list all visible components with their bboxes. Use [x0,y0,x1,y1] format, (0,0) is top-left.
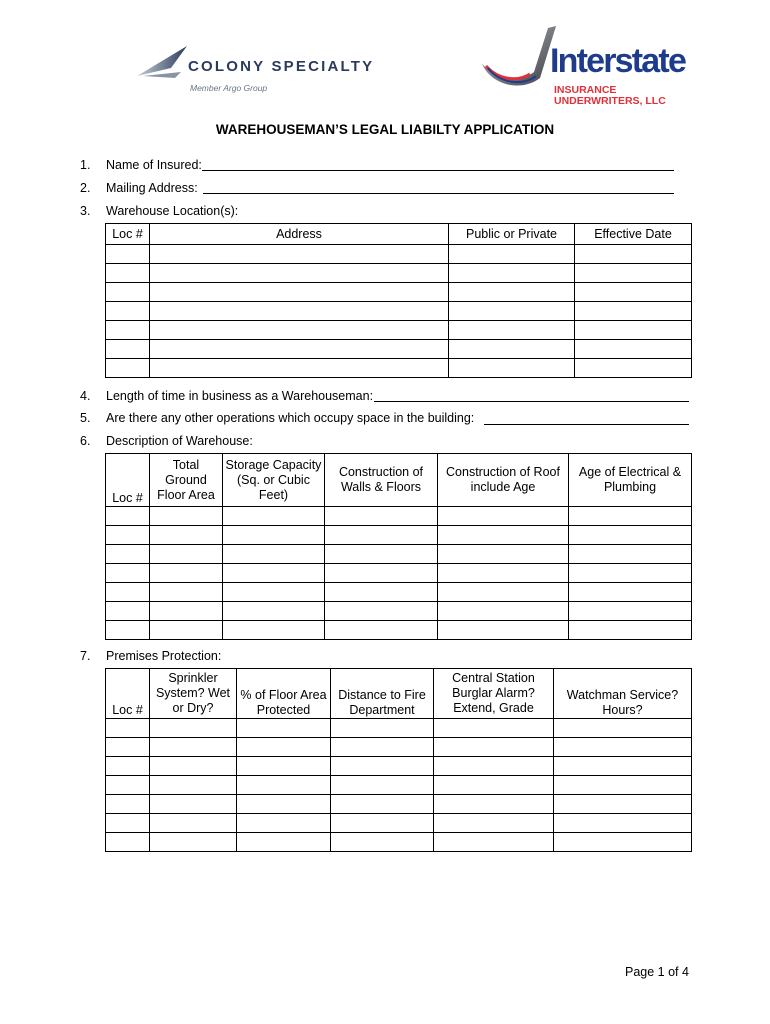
question-number: 1. [80,158,91,172]
table-cell[interactable] [150,302,449,321]
table-cell[interactable] [106,814,150,833]
table-cell[interactable] [569,602,692,621]
col-header-address: Address [150,224,449,245]
swoosh-icon [482,26,556,86]
table-cell[interactable] [106,340,150,359]
table-cell[interactable] [106,545,150,564]
table-cell[interactable] [223,621,325,640]
table-cell[interactable] [150,545,223,564]
col-header-walls-floors: Construction of Walls & Floors [325,454,438,507]
table-row [106,602,692,621]
table-cell[interactable] [438,602,569,621]
table-cell[interactable] [150,621,223,640]
table-cell[interactable] [150,776,237,795]
table-row [106,359,692,378]
table-cell[interactable] [569,507,692,526]
table-cell[interactable] [438,507,569,526]
table-cell[interactable] [569,526,692,545]
table-cell[interactable] [554,795,692,814]
question-label: Mailing Address: [106,181,198,195]
col-header-ground-floor-area: Total Ground Floor Area [150,454,223,507]
table-row [106,507,692,526]
table-row [106,264,692,283]
question-label: Length of time in business as a Warehouseman: [106,389,374,403]
table-cell[interactable] [449,283,575,302]
question-label: Warehouse Location(s): [106,204,239,218]
table-cell[interactable] [434,738,554,757]
table-row [106,245,692,264]
table-cell[interactable] [106,302,150,321]
table-cell[interactable] [150,795,237,814]
table-cell[interactable] [106,507,150,526]
col-header-loc: Loc # [106,454,150,507]
table-cell[interactable] [106,757,150,776]
table-cell[interactable] [554,719,692,738]
table-cell[interactable] [106,264,150,283]
mailing-address-field[interactable] [203,193,674,194]
table-cell[interactable] [223,602,325,621]
table-cell[interactable] [331,795,434,814]
table-cell[interactable] [331,719,434,738]
table-cell[interactable] [331,814,434,833]
col-header-roof: Construction of Roof include Age [438,454,569,507]
table-row [106,814,692,833]
table-cell[interactable] [150,738,237,757]
table-cell[interactable] [325,526,438,545]
col-header-burglar-alarm: Central Station Burglar Alarm? Extend, Grade [434,669,554,719]
table-cell[interactable] [575,302,692,321]
table-cell[interactable] [106,564,150,583]
table-cell[interactable] [150,814,237,833]
locations-table [105,223,692,378]
table-cell[interactable] [325,621,438,640]
table-cell[interactable] [434,833,554,852]
table-row [106,583,692,602]
colony-specialty-name: COLONY SPECIALTY [188,58,375,75]
col-header-sprinkler: Sprinkler System? Wet or Dry? [150,669,237,719]
table-cell[interactable] [150,583,223,602]
table-cell[interactable] [106,621,150,640]
table-row [106,757,692,776]
table-cell[interactable] [106,738,150,757]
table-cell[interactable] [331,738,434,757]
table-cell[interactable] [331,776,434,795]
table-cell[interactable] [223,583,325,602]
interstate-subtitle-line1: INSURANCE [554,84,617,96]
table-cell[interactable] [237,833,331,852]
table-cell[interactable] [106,602,150,621]
table-row [106,795,692,814]
colony-specialty-subtitle: Member Argo Group [190,83,268,93]
table-cell[interactable] [150,602,223,621]
table-row [106,340,692,359]
name-of-insured-field[interactable] [202,170,674,171]
table-cell[interactable] [237,738,331,757]
table-row [106,564,692,583]
table-cell[interactable] [150,526,223,545]
table-cell[interactable] [575,359,692,378]
table-cell[interactable] [325,545,438,564]
question-label: Premises Protection: [106,649,222,663]
form-title: WAREHOUSEMAN’S LEGAL LIABILTY APPLICATION [215,122,555,137]
col-header-watchman-service: Watchman Service? Hours? [554,669,692,719]
table-cell[interactable] [237,795,331,814]
table-cell[interactable] [438,583,569,602]
table-cell[interactable] [223,507,325,526]
table-cell[interactable] [106,321,150,340]
table-cell[interactable] [575,340,692,359]
table-cell[interactable] [434,776,554,795]
table-cell[interactable] [150,833,237,852]
table-cell[interactable] [150,283,449,302]
question-number: 7. [80,649,91,663]
table-cell[interactable] [237,814,331,833]
table-cell[interactable] [223,545,325,564]
table-cell[interactable] [106,795,150,814]
col-header-electrical-plumbing: Age of Electrical & Plumbing [569,454,692,507]
time-in-business-field[interactable] [374,401,689,402]
table-cell[interactable] [223,526,325,545]
table-cell[interactable] [575,264,692,283]
protection-table [105,668,692,852]
question-number: 6. [80,434,91,448]
table-cell[interactable] [223,564,325,583]
table-cell[interactable] [150,321,449,340]
interstate-subtitle-line2: UNDERWRITERS, LLC [554,95,666,107]
question-number: 4. [80,389,91,403]
table-row [106,321,692,340]
table-cell[interactable] [575,283,692,302]
table-cell[interactable] [449,321,575,340]
table-cell[interactable] [106,245,150,264]
table-cell[interactable] [554,738,692,757]
table-cell[interactable] [325,583,438,602]
table-row [106,738,692,757]
table-cell[interactable] [237,757,331,776]
col-header-loc: Loc # [106,224,150,245]
table-cell[interactable] [554,814,692,833]
table-cell[interactable] [106,776,150,795]
description-table [105,453,692,640]
table-cell[interactable] [438,621,569,640]
table-cell[interactable] [237,776,331,795]
table-cell[interactable] [449,264,575,283]
table-header-row [106,454,692,507]
table-cell[interactable] [449,359,575,378]
table-cell[interactable] [150,264,449,283]
table-row [106,719,692,738]
table-cell[interactable] [150,507,223,526]
table-header-row [106,224,692,245]
table-cell[interactable] [569,583,692,602]
table-cell[interactable] [438,526,569,545]
table-row [106,621,692,640]
table-cell[interactable] [434,814,554,833]
question-number: 2. [80,181,91,195]
table-cell[interactable] [106,719,150,738]
table-header-row [106,669,692,719]
table-cell[interactable] [575,321,692,340]
col-header-loc: Loc # [106,669,150,719]
table-cell[interactable] [325,602,438,621]
table-cell[interactable] [325,507,438,526]
table-row [106,302,692,321]
question-number: 5. [80,411,91,425]
table-cell[interactable] [434,795,554,814]
table-cell[interactable] [150,564,223,583]
table-cell[interactable] [150,359,449,378]
col-header-storage-capacity: Storage Capacity (Sq. or Cubic Feet) [223,454,325,507]
question-label: Are there any other operations which occupy space in the building: [106,411,475,425]
table-cell[interactable] [106,526,150,545]
table-cell[interactable] [434,757,554,776]
table-row [106,545,692,564]
table-cell[interactable] [150,719,237,738]
col-header-public-private: Public or Private [449,224,575,245]
table-row [106,526,692,545]
col-header-effective-date: Effective Date [575,224,692,245]
table-cell[interactable] [554,757,692,776]
table-cell[interactable] [575,245,692,264]
table-cell[interactable] [449,302,575,321]
table-cell[interactable] [106,833,150,852]
table-cell[interactable] [434,719,554,738]
other-operations-field[interactable] [484,424,689,425]
table-row [106,283,692,302]
table-cell[interactable] [449,245,575,264]
table-cell[interactable] [554,776,692,795]
table-cell[interactable] [438,545,569,564]
table-cell[interactable] [331,757,434,776]
interstate-name: Interstate [550,42,686,80]
table-cell[interactable] [325,564,438,583]
colony-wing-icon [137,46,187,76]
table-cell[interactable] [150,757,237,776]
table-cell[interactable] [569,621,692,640]
question-number: 3. [80,204,91,218]
table-cell[interactable] [569,545,692,564]
table-cell[interactable] [150,245,449,264]
table-cell[interactable] [106,583,150,602]
table-cell[interactable] [106,359,150,378]
table-cell[interactable] [106,283,150,302]
table-row [106,776,692,795]
question-label: Name of Insured: [106,158,202,172]
table-cell[interactable] [237,719,331,738]
table-cell[interactable] [331,833,434,852]
table-cell[interactable] [438,564,569,583]
table-cell[interactable] [554,833,692,852]
question-label: Description of Warehouse: [106,434,253,448]
col-header-floor-area-protected: % of Floor Area Protected [237,669,331,719]
table-cell[interactable] [150,340,449,359]
table-cell[interactable] [449,340,575,359]
table-row [106,833,692,852]
col-header-distance-fire-dept: Distance to Fire Department [331,669,434,719]
table-cell[interactable] [569,564,692,583]
page-number: Page 1 of 4 [625,965,689,979]
